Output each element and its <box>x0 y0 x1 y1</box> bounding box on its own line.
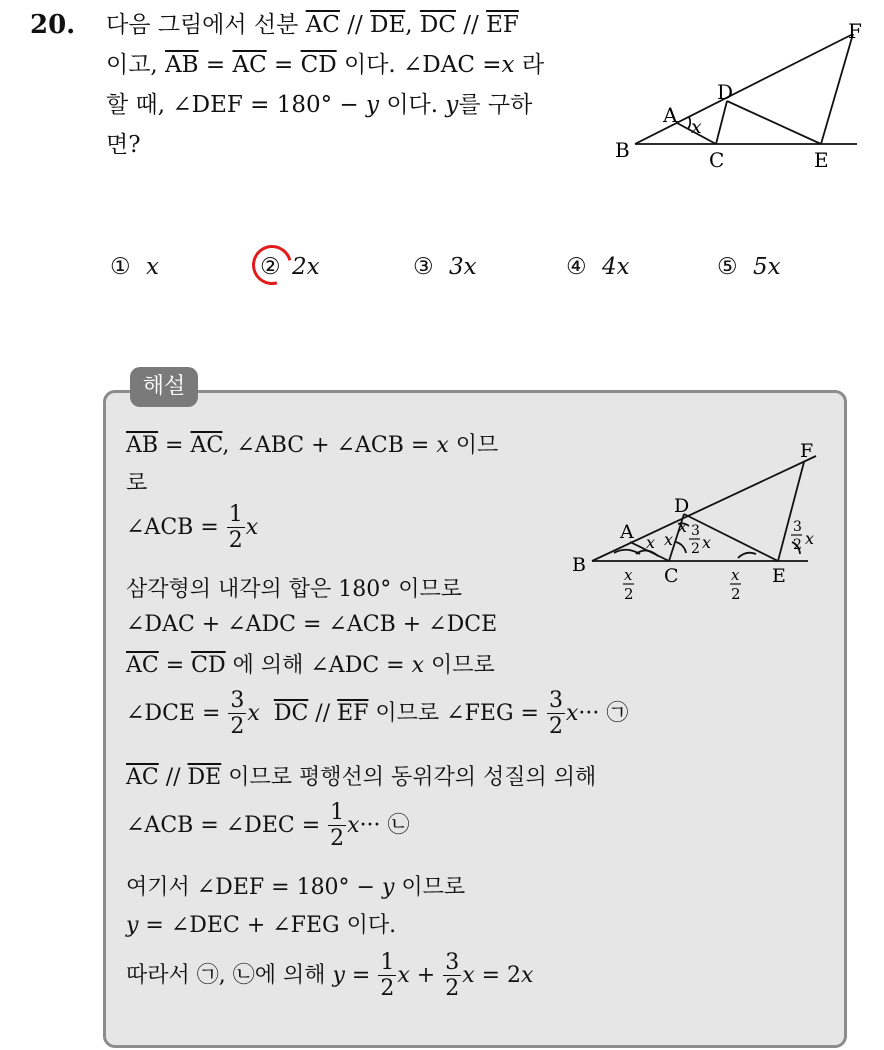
line-b-f <box>635 34 853 144</box>
choice-3[interactable] <box>413 254 477 280</box>
choice-number: ⑤ <box>717 254 738 280</box>
label-e: E <box>814 148 829 172</box>
solution-line-4: 삼각형의 내각의 합은 180° 이므로 <box>126 577 462 602</box>
segment-d-e <box>727 101 821 144</box>
solution-line-7: ∠DCE = $\frac{3}{2}$ x $\overline{DC} // \overline{EF}$ 이므로 ∠FEG = $\frac{3}{2}$ x··· ㉠ <box>126 688 629 739</box>
solution-line-1: $\overline{AB} = \overline{AC}$, ∠ABC + ∠ACB = x 이므 <box>126 433 499 458</box>
question-number: 20. <box>30 10 76 40</box>
label-a: A <box>663 103 678 127</box>
angle-label-adc: x <box>664 530 674 549</box>
choice-value: x <box>145 254 159 280</box>
segment-c-d <box>716 101 727 144</box>
solution-line-5: ∠DAC + ∠ADC = ∠ACB + ∠DCE <box>126 612 498 637</box>
label-c: C <box>709 148 725 172</box>
selected-answer-circle <box>245 238 300 293</box>
angle-label-feg-x: x <box>805 529 815 548</box>
question-text-line-4: 면? <box>106 132 141 158</box>
question-figure <box>605 18 870 178</box>
label-e: E <box>772 565 786 587</box>
label-d: D <box>717 80 734 104</box>
angle-label-dec-num: x <box>731 566 740 584</box>
solution-line-3: ∠ACB = $\frac{1}{2}$ x <box>126 502 259 553</box>
angle-label-cda: x <box>678 517 688 536</box>
label-f: F <box>800 440 814 462</box>
choice-5[interactable] <box>717 254 781 280</box>
choice-4[interactable] <box>566 254 630 280</box>
question-text-line-1: 다음 그림에서 선분 $\overline{AC} // \overline{DE}$, $\overline{DC} // \overline{EF}$ <box>106 12 519 38</box>
angle-label-dce-den: 2 <box>691 541 700 557</box>
choice-value: 2x <box>291 254 320 280</box>
label-f: F <box>848 19 862 43</box>
angle-label-feg-den: 2 <box>793 537 802 553</box>
angle-arc-dac <box>688 117 690 129</box>
label-b: B <box>572 554 586 576</box>
solution-line-12: 따라서 ㉠, ㉡에 의해 y = $\frac{1}{2}$ x + $\frac{3}{2}$ x = 2x <box>126 950 534 1001</box>
angle-label-dce-x: x <box>702 533 712 552</box>
angle-label-feg-num: 3 <box>793 519 802 535</box>
choice-number: ③ <box>413 254 434 280</box>
angle-label-b-den: 2 <box>624 585 634 603</box>
solution-tag: 해설 <box>130 367 198 407</box>
choice-2[interactable] <box>260 254 320 280</box>
label-a: A <box>620 521 634 543</box>
choice-number: ① <box>110 254 131 280</box>
choice-1[interactable] <box>110 254 159 280</box>
angle-label-dec-den: 2 <box>731 585 741 603</box>
question-text-line-3: 할 때, ∠DEF = 180° − y 이다. y를 구하 <box>106 92 533 118</box>
segment-e-f <box>821 34 853 144</box>
arc-angle-dec <box>738 553 756 558</box>
angle-label-b-num: x <box>624 566 633 584</box>
choice-value: 3x <box>448 254 477 280</box>
choice-value: 4x <box>601 254 630 280</box>
solution-line-6: $\overline{AC} = \overline{CD}$ 에 의해 ∠ADC = x 이므로 <box>126 653 495 678</box>
label-d: D <box>674 495 690 517</box>
choice-number: ② <box>260 254 281 280</box>
arc-angle-dce <box>676 542 686 553</box>
choice-value: 5x <box>752 254 781 280</box>
label-c: C <box>664 565 679 587</box>
angle-label-dac: x <box>646 533 656 552</box>
solution-line-2: 로 <box>126 471 148 496</box>
solution-line-10: 여기서 ∠DEF = 180° − y 이므로 <box>126 875 466 900</box>
label-b: B <box>615 138 630 162</box>
question-text-line-2: 이고, $\overline{AB} = \overline{AC} = \overline{CD}$ 이다. ∠DAC =x 라 <box>106 52 545 78</box>
angle-label-dce-num: 3 <box>691 523 700 539</box>
solution-figure <box>566 432 828 612</box>
solution-line-9: ∠ACB = ∠DEC = $\frac{1}{2}$ x··· ㉡ <box>126 800 410 851</box>
solution-line-8: $\overline{AC} // \overline{DE}$ 이므로 평행선의 동위각의 성질의 의해 <box>126 765 597 790</box>
label-angle-x: x <box>691 116 702 138</box>
solution-line-11: y = ∠DEC + ∠FEG 이다. <box>126 913 397 938</box>
choice-number: ④ <box>566 254 587 280</box>
